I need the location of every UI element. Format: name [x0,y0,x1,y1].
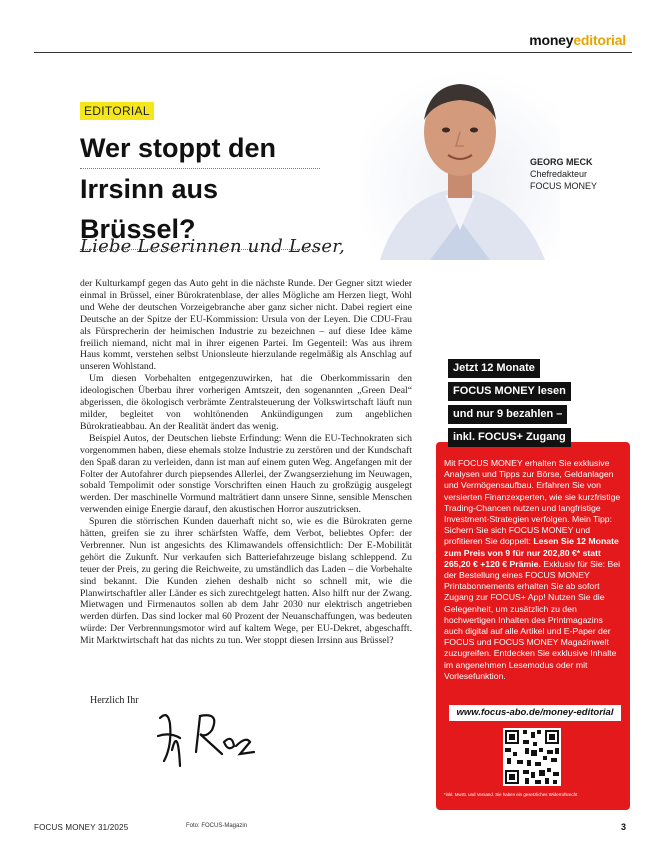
handwritten-signature [150,706,270,776]
body-paragraph: der Kulturkampf gegen das Auto geht in die nächste Runde. Der Gegner sitzt wieder einmal in Brüssel, einer Bürokratenblase, der alles Mögliche am Herzen liegt, Wohl und Wehe der deutschen Vorzeigebranche aber ganz sicher nicht. Dabei regiert eine Deutsche an der Spitze der EU-Kommission: Ursula von der Leyen. Die CDU-Frau als Fürsprecherin der heimischen Industrie zu bezeichnen – auf diese Idee käme freilich niemand, nicht mal in ihrer eigenen Partei. Im Gegenteil: Was aus ihrem Haus kommt, verstehen selbst Unionsleute hierzulande regelmäßig als Anschlag auf unseren Wohlstand. [80,278,412,373]
page-number: 3 [620,822,626,832]
promo-text [444,458,624,682]
qr-code-icon[interactable] [503,728,561,786]
section-label [529,32,626,48]
body-paragraph: Spuren die störrischen Kunden dauerhaft nicht so, wie es die Bürokraten gerne hätten, greifen sie zu ihrer schärfsten Waffe, dem Verbot, beliebtes Opfer: der Verbrenner. Nun ist angesichts des Klimawandels offensichtlich: Der E-Mobilität gehört die Zukunft. Nur verkaufen sich Batteriefahrzeuge bislang schleppend. Zu teuer der Preis, zu gering die Reichweite, zu umständlich das Laden – die Vorbehalte sind bekannt. Die Kunden ziehen deshalb nicht so schnell mit, wie die Planwirtschaftler aller Länder es sich zurechtgelegt hatten. Also hilft nur der Zwang. Mietwagen und Firmenautos sollen ab dem Jahr 2030 nur elektrisch angetrieben werden dürfen. Das sind locker mal 60 Prozent der Neuanschaffungen, was bedeuten würde: Der Verbrennungsmotor wird auf kaltem Wege, per EU-Dekret, abgeschafft. Mit Marktwirtschaft hat das nichts zu tun. Wer stoppt diesen Irrsinn aus Brüssel? [80,516,412,647]
section-label-editorial: editorial [573,32,626,48]
promo-headline-line: Jetzt 12 Monate [448,359,540,378]
promo-headline-line: FOCUS MONEY lesen [448,382,571,401]
author-name: GEORG MECK [530,157,593,167]
editorial-body [80,278,412,647]
footer-issue: FOCUS MONEY 31/2025 [34,823,129,832]
closing: Herzlich Ihr [90,695,139,706]
greeting: Liebe Leserinnen und Leser, [80,236,345,257]
section-label-money: money [529,32,574,48]
body-paragraph: Beispiel Autos, der Deutschen liebste Erfindung: Wenn die EU-Technokraten sich vorgenommen haben, diese ehemals stolze Industrie zu zerstören und der Kundschaft den Spaß daran zu verleiden, dann ist man auf einem guten Weg. Angefangen mit der Folter der Autofahrer durch piepsendes Allerlei, der Zwangserziehung im Neuwagen, sobald Tempolimit oder sonstige Vorschriften einen Hauch zu großzügig ausgelegt werden. Der maschinelle Vormund malträtiert dann unsere Sinne, sensible Menschen verwenden einige Energie darauf, den akustischen Horror auszutricksen. [80,432,412,516]
promo-headline [448,358,628,450]
headline-line-1: Wer stoppt den [80,128,320,169]
author-credit [530,156,597,192]
promo-footnote: *inkl. MwSt. und Versand. Sie haben ein gesetzliches Widerrufsrecht [444,792,578,797]
headline [80,128,320,250]
subscription-link[interactable]: www.focus-abo.de/money-editorial [449,705,621,721]
promo-text-part: Exklusiv für Sie: Bei der Bestellung eines FOCUS MONEY Printabonnements erhalten Sie ab sofort Zugang zur FOCUS+ App! Nutzen Sie die Gelegenheit, um zusätzlich zu den hochwertigen Inhalten des Printmagazins auch digital auf alle Artikel und E-Paper der FOCUS und FOCUS MONEY Magazinwelt zuzugreifen. Entdecken Sie exklusive Inhalte im angenehmen Lesemodus oder mit Vorlesefunktion. [444,558,621,681]
kicker-badge: EDITORIAL [80,102,154,120]
author-role: Chefredakteur [530,169,588,179]
promo-headline-line: und nur 9 bezahlen – [448,405,567,424]
author-publication: FOCUS MONEY [530,181,598,191]
promo-text-part: Mit FOCUS MONEY erhalten Sie exklusive Analysen und Tipps zur Börse, Geldanlagen und Vermögensaufbau. Erfahren Sie von versierten Finanzexperten, wie sie kurzfristige Trading-Chancen nutzen und langfristige Investment-Strategien verfolgen. Mein Tipp: Sichern Sie sich FOCUS MONEY und profitieren Sie doppelt: [444,458,621,547]
promo-headline-line: inkl. FOCUS+ Zugang [448,428,571,447]
promo-offer-text: Lesen Sie 12 Monate zum Preis von 9 für nur 202,80 €* statt 265,20 € +120 € Prämie. [444,536,619,569]
body-paragraph: Um diesen Vorbehalten entgegenzuwirken, hat die Oberkommissarin den ideologischen Überbau ihrer vorherigen Amtszeit, den sogenannten „Green Deal“ abgerissen, die ökologisch verbrämte Zentralsteuerung der Volkswirtschaft läuft nun milder, begleitet von wohltönenden Ankündigungen zum angeblichen Bürokratieabbau. An der Realität ändert das wenig. [80,373,412,432]
photo-credit: Foto: FOCUS-Magazin [186,823,248,829]
top-divider [34,52,632,53]
headline-line-2: Irrsinn aus Brüssel? [80,169,320,250]
